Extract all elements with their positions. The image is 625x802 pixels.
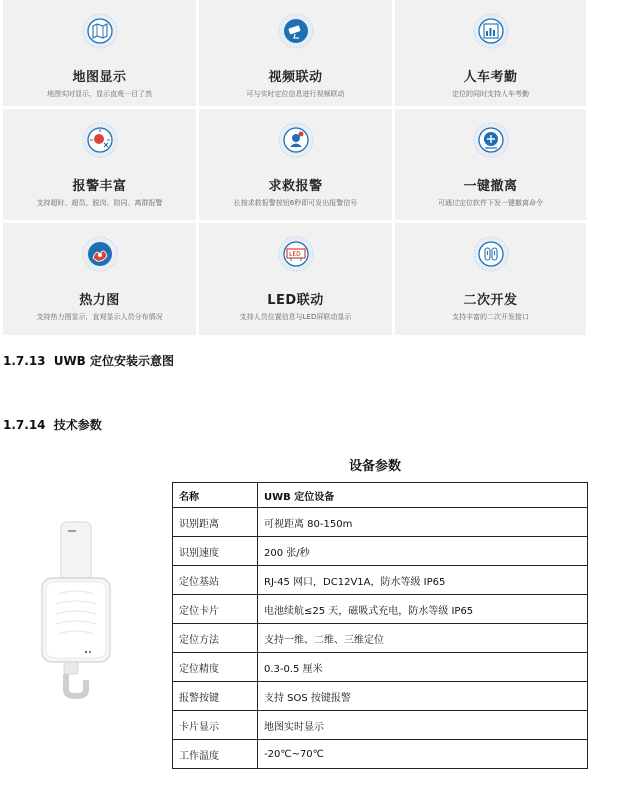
feature-card-led: [199, 223, 395, 338]
map-icon: [81, 12, 119, 50]
heatmap-icon: [81, 235, 119, 273]
feature-desc: 地图实时显示，显示直观一目了然: [47, 90, 152, 98]
param-value: 支持一维、二维、三维定位: [258, 624, 588, 653]
feature-desc: 可通过定位软件下发一键撤离命令: [438, 199, 543, 207]
param-name: 识别距离: [173, 508, 258, 537]
param-name: 定位精度: [173, 653, 258, 682]
param-value: -20℃~70℃: [258, 740, 588, 769]
feature-desc: 支持热力图显示，直观显示人员分布情况: [36, 313, 163, 321]
feature-title: 热力图: [79, 293, 120, 308]
param-name: 识别速度: [173, 537, 258, 566]
table-header-cell: UWB 定位设备: [258, 483, 588, 508]
table-row: [173, 711, 588, 740]
table-header-row: [173, 483, 588, 508]
table-row: [173, 682, 588, 711]
section-heading-params: [3, 416, 102, 433]
section-number: 1.7.14: [3, 418, 46, 432]
table-row: [173, 653, 588, 682]
param-name: 工作温度: [173, 740, 258, 769]
feature-desc: 定位的同时支持人车考勤: [452, 90, 529, 98]
feature-desc: 支持丰富的二次开发接口: [452, 313, 529, 321]
feature-card-attendance: [395, 0, 589, 109]
feature-title: 地图显示: [72, 70, 127, 85]
table-row: [173, 537, 588, 566]
param-value: 电池续航≤25 天，磁吸式充电，防水等级 IP65: [258, 595, 588, 624]
param-value: RJ-45 网口，DC12V1A，防水等级 IP65: [258, 566, 588, 595]
feature-title: 报警丰富: [72, 179, 127, 194]
section-title: UWB 定位安装示意图: [53, 354, 175, 368]
feature-title: 一键撤离: [463, 179, 518, 194]
table-header-cell: 名称: [173, 483, 258, 508]
param-value: 200 张/秒: [258, 537, 588, 566]
param-name: 定位卡片: [173, 595, 258, 624]
section-heading-install: [3, 352, 174, 369]
feature-title: 人车考勤: [463, 70, 518, 85]
feature-desc: 支持人员位置信息与LED屏联动显示: [239, 313, 352, 321]
feature-title: 二次开发: [463, 293, 518, 308]
param-value: 地图实时显示: [258, 711, 588, 740]
uwb-device-illustration: [36, 520, 116, 700]
feature-title: LED联动: [267, 293, 324, 308]
table-row: [173, 624, 588, 653]
table-row: [173, 595, 588, 624]
feature-card-video: [199, 0, 395, 109]
attendance-chart-icon: [472, 12, 510, 50]
section-number: 1.7.13: [3, 354, 46, 368]
sos-help-icon: [277, 121, 315, 159]
feature-card-evacuate: [395, 109, 589, 223]
table-row: [173, 508, 588, 537]
feature-title: 求救报警: [268, 179, 323, 194]
led-screen-icon: [277, 235, 315, 273]
section-title: 技术参数: [53, 418, 102, 432]
feature-desc: 长按求救报警按钮6秒即可发出报警信号: [233, 199, 358, 207]
feature-desc: 可与实时定位信息进行视频联动: [246, 90, 345, 98]
param-name: 定位基站: [173, 566, 258, 595]
param-value: 支持 SOS 按键报警: [258, 682, 588, 711]
param-name: 报警按键: [173, 682, 258, 711]
feature-card-heatmap: [3, 223, 199, 338]
secondary-dev-icon: [472, 235, 510, 273]
param-value: 0.3-0.5 厘米: [258, 653, 588, 682]
table-title: 设备参数: [348, 459, 401, 474]
feature-card-secondary-dev: [395, 223, 589, 338]
table-row: [173, 566, 588, 595]
feature-desc: 支持超时、超员、脱岗、陪同、离群报警: [36, 199, 163, 207]
param-name: 定位方法: [173, 624, 258, 653]
video-camera-icon: [277, 12, 315, 50]
alarm-icon: [81, 121, 119, 159]
table-row: [173, 740, 588, 769]
feature-card-map: [3, 0, 199, 109]
feature-card-alarm: [3, 109, 199, 223]
feature-card-sos: [199, 109, 395, 223]
param-name: 卡片显示: [173, 711, 258, 740]
feature-grid: [3, 0, 589, 338]
one-key-evacuate-icon: [472, 121, 510, 159]
device-params-table: [172, 482, 588, 769]
feature-title: 视频联动: [268, 70, 323, 85]
param-value: 可视距离 80-150m: [258, 508, 588, 537]
